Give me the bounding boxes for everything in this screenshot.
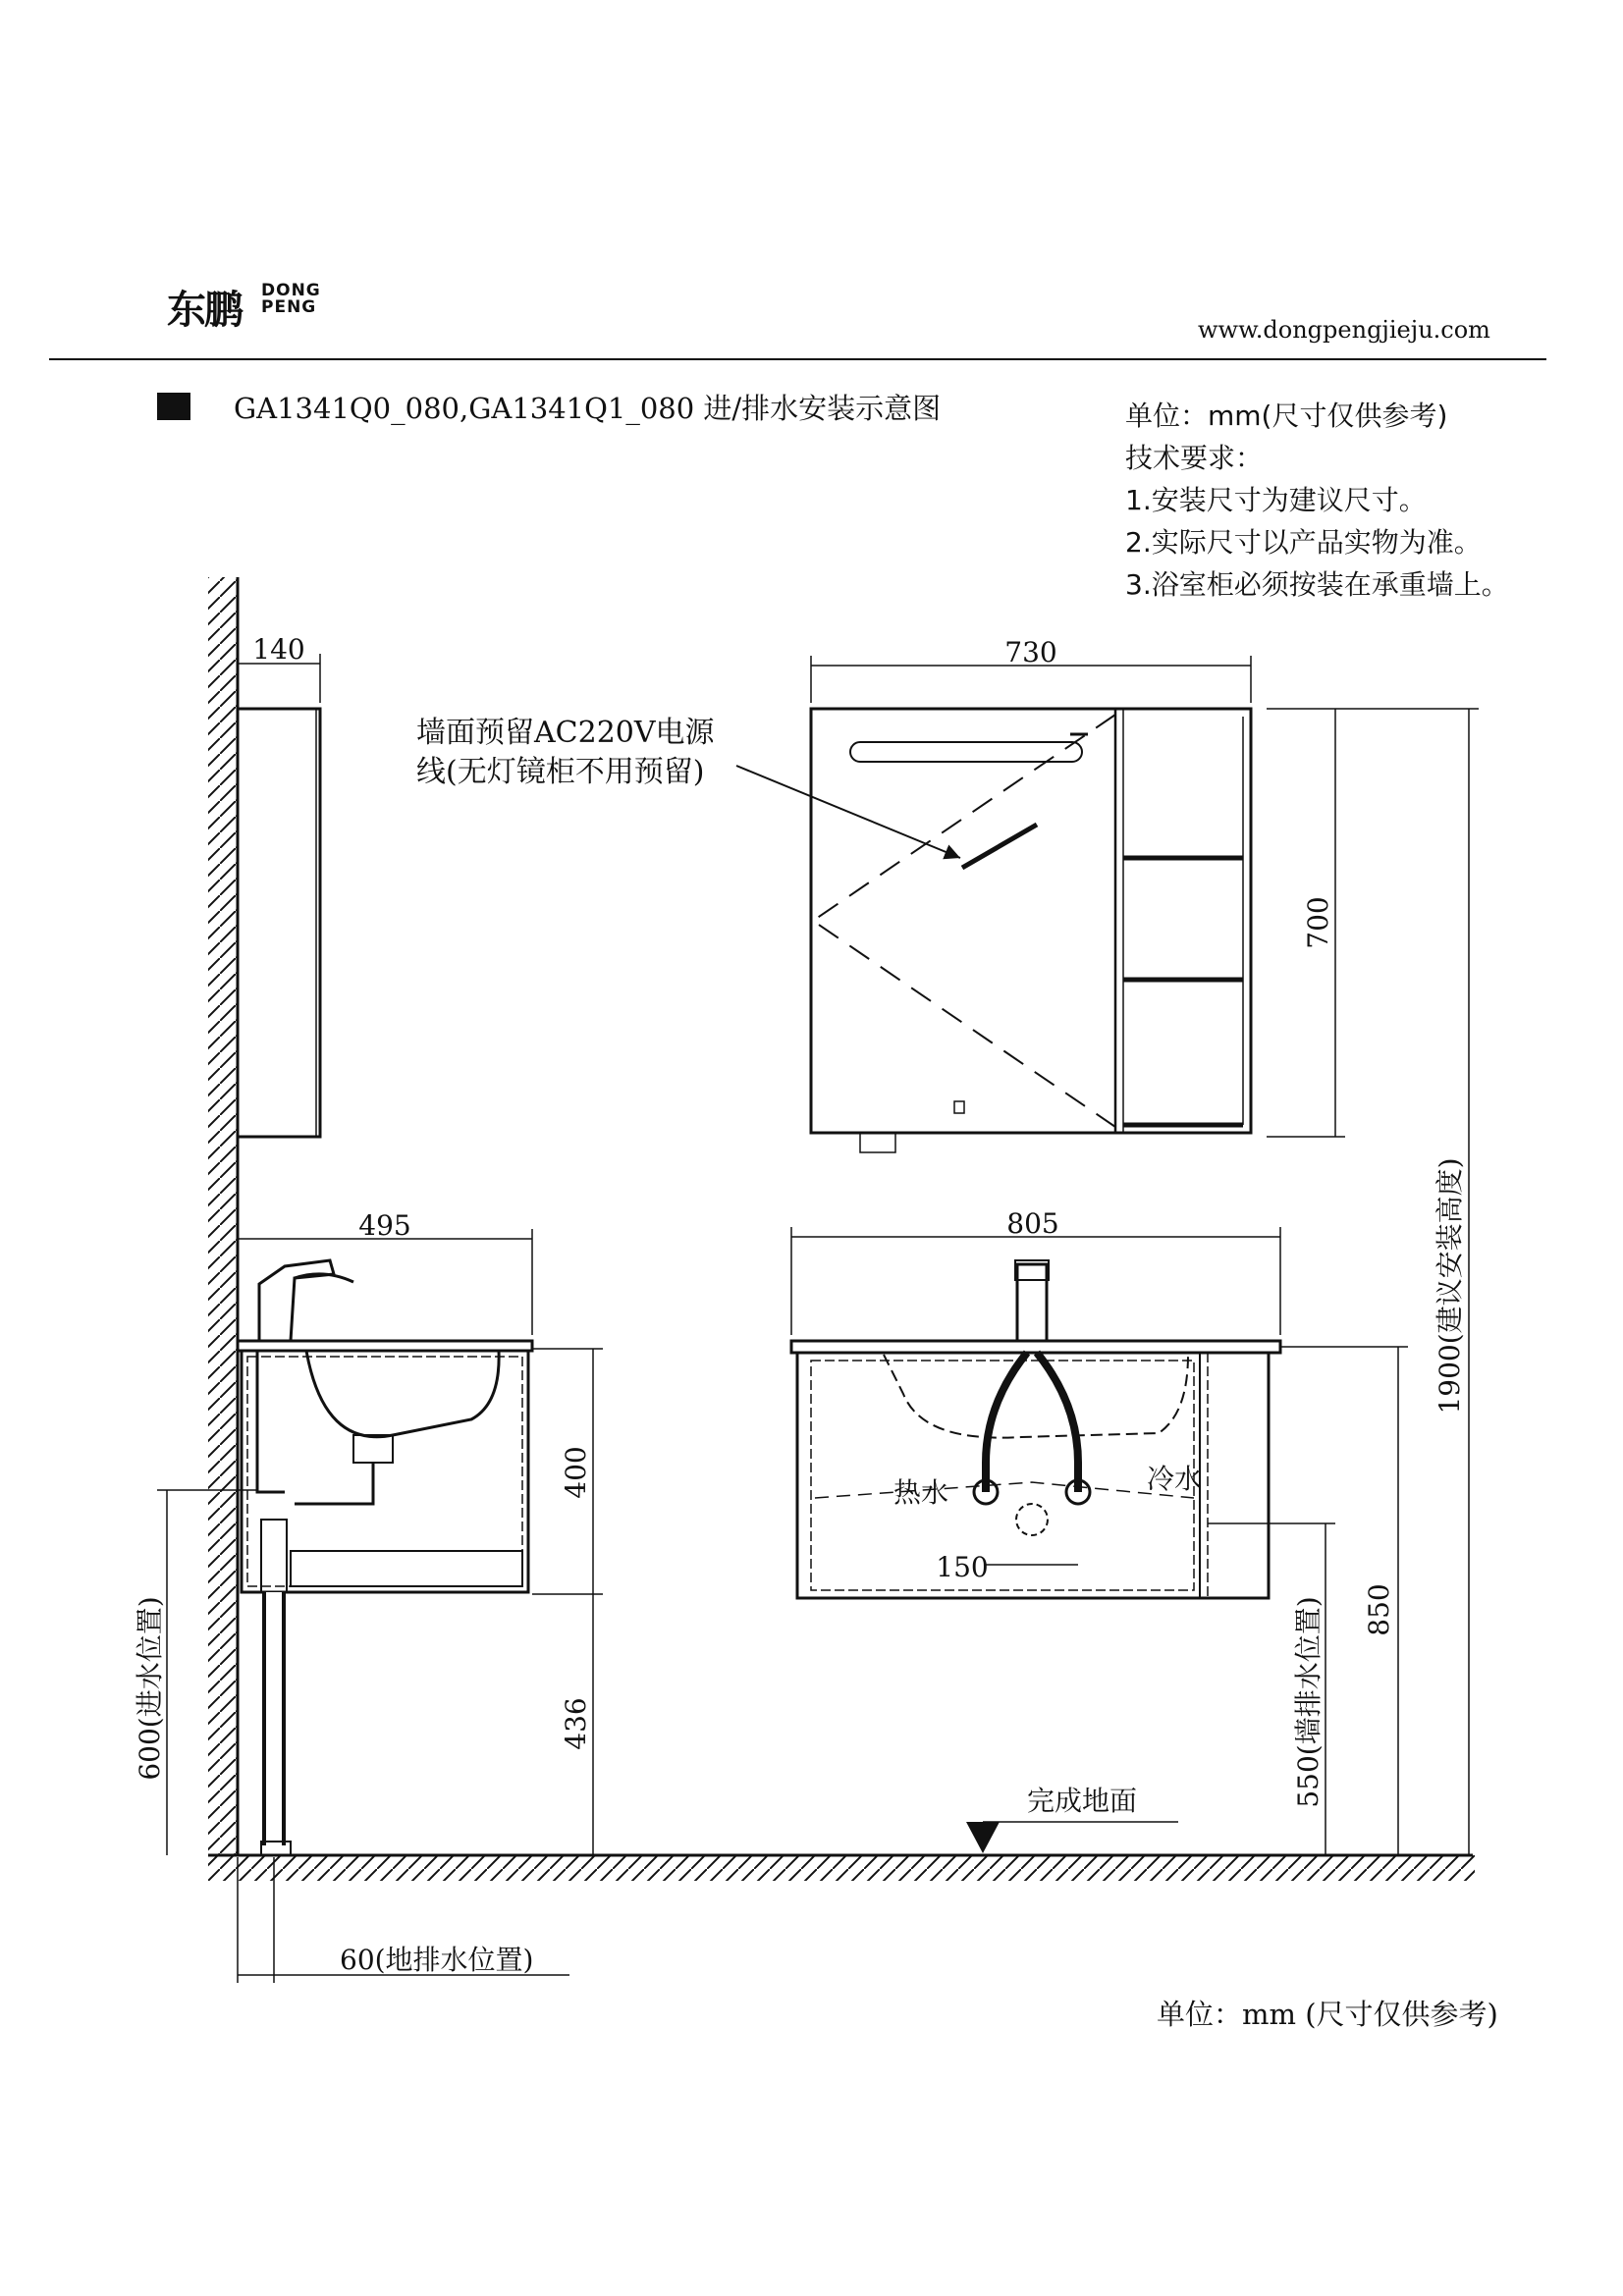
- dim-730: 730: [1004, 636, 1057, 668]
- power-outlet-mark: [962, 825, 1037, 868]
- power-line-label-2: 线(无灯镜柜不用预留): [416, 755, 705, 789]
- dim-436: 436: [560, 1697, 592, 1750]
- power-line-leader: [736, 766, 960, 858]
- dim-1900: 1900(建议安装高度): [1434, 1157, 1466, 1415]
- note-item: 2.实际尺寸以产品实物为准。: [1125, 526, 1482, 559]
- note-item: 1.安装尺寸为建议尺寸。: [1125, 484, 1427, 516]
- hot-water-label: 热水: [893, 1476, 949, 1509]
- dim-850: 850: [1363, 1583, 1395, 1636]
- dim-line-400-436: [532, 1349, 603, 1855]
- dim-600: 600(进水位置): [134, 1596, 166, 1781]
- unit-note: 单位：mm(尺寸仅供参考): [1125, 400, 1448, 432]
- power-line-label-1: 墙面预留AC220V电源: [416, 716, 715, 750]
- dim-495: 495: [358, 1209, 411, 1242]
- front-mirror-cabinet: [811, 709, 1251, 1152]
- note-item: 3.浴室柜必须按装在承重墙上。: [1125, 568, 1509, 601]
- dim-150: 150: [936, 1551, 989, 1583]
- footer-unit-note: 单位：mm (尺寸仅供参考): [1157, 1998, 1498, 2031]
- logo-chinese: 东鹏: [167, 288, 242, 333]
- front-basin-cabinet: [791, 1260, 1280, 1598]
- side-basin-cabinet: [238, 1260, 532, 1855]
- dim-400: 400: [560, 1446, 592, 1499]
- drawing-title: GA1341Q0_080,GA1341Q1_080 进/排水安装示意图: [234, 392, 942, 425]
- dim-550: 550(墙排水位置): [1292, 1596, 1325, 1808]
- floor-label: 完成地面: [1027, 1785, 1138, 1817]
- cold-water-label: 冷水: [1147, 1463, 1203, 1495]
- floor-level-marker: [966, 1822, 1000, 1853]
- dim-60: 60(地排水位置): [340, 1944, 534, 1976]
- floor: [208, 1855, 1475, 1881]
- dim-805: 805: [1006, 1207, 1059, 1240]
- side-mirror-cabinet: [238, 654, 320, 1137]
- website-url: www.dongpengjieju.com: [1198, 316, 1490, 344]
- dim-700: 700: [1302, 896, 1334, 949]
- logo-english: DONG PENG: [261, 281, 321, 317]
- wall: [208, 577, 238, 1855]
- dim-140: 140: [252, 633, 305, 666]
- dim-line-495: [238, 1229, 532, 1335]
- notes-heading: 技术要求：: [1125, 442, 1264, 474]
